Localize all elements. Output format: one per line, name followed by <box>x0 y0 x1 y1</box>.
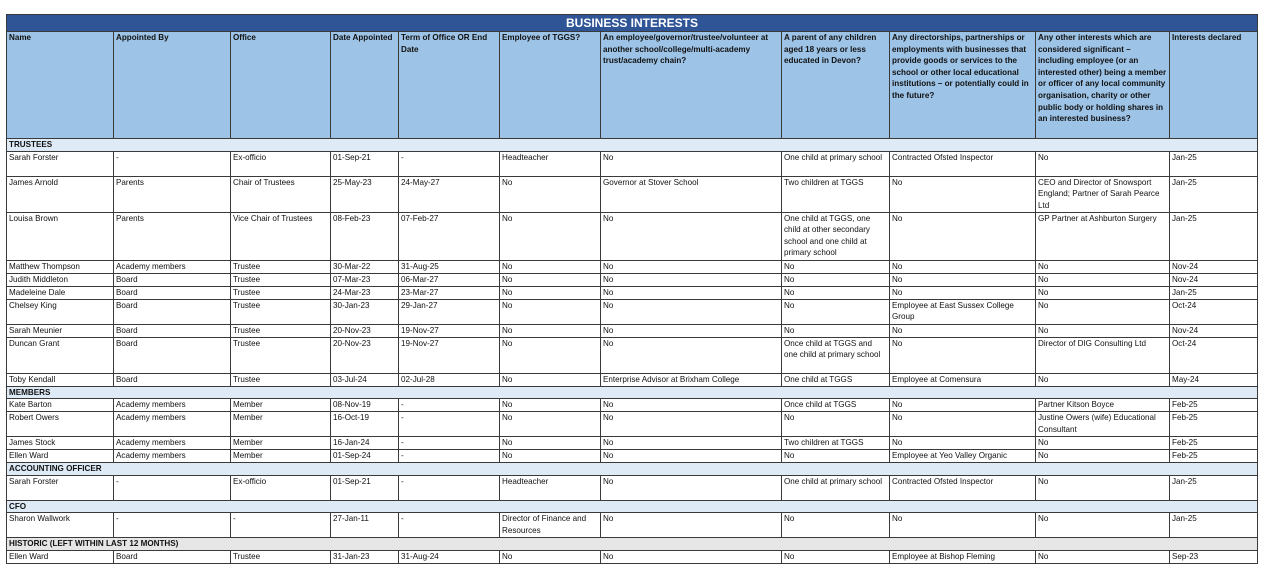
cell-other-interests: No <box>1036 513 1170 538</box>
cell-other-interests: Justine Owers (wife) Educational Consultant <box>1036 412 1170 437</box>
cell-parent: No <box>782 450 890 463</box>
cell-name: Judith Middleton <box>7 273 114 286</box>
cell-name: Ellen Ward <box>7 450 114 463</box>
cell-other-interests: No <box>1036 373 1170 386</box>
cell-interests-declared: Oct-24 <box>1170 299 1258 324</box>
cell-date-appointed: 01-Sep-24 <box>331 450 399 463</box>
cell-name: Chelsey King <box>7 299 114 324</box>
table-row <box>7 337 1258 373</box>
cell-other-interests: Partner Kitson Boyce <box>1036 399 1170 412</box>
cell-other-school: No <box>601 412 782 437</box>
cell-other-school: No <box>601 337 782 373</box>
cell-office: Trustee <box>231 324 331 337</box>
section-header-row <box>7 538 1258 551</box>
cell-directorships: No <box>890 212 1036 260</box>
cell-interests-declared: Feb-25 <box>1170 399 1258 412</box>
cell-appointed-by: Academy members <box>114 260 231 273</box>
cell-office: Trustee <box>231 299 331 324</box>
cell-appointed-by: Board <box>114 373 231 386</box>
cell-term: 23-Mar-27 <box>399 286 500 299</box>
cell-other-school: No <box>601 151 782 176</box>
cell-date-appointed: 31-Jan-23 <box>331 550 399 563</box>
cell-interests-declared: Nov-24 <box>1170 260 1258 273</box>
cell-name: Louisa Brown <box>7 212 114 260</box>
cell-parent: Two children at TGGS <box>782 437 890 450</box>
cell-date-appointed: 01-Sep-21 <box>331 151 399 176</box>
table-row <box>7 513 1258 538</box>
cell-parent: Once child at TGGS and one child at primary school <box>782 337 890 373</box>
cell-appointed-by: Parents <box>114 176 231 212</box>
cell-employee-tggs: No <box>500 373 601 386</box>
cell-other-interests: No <box>1036 299 1170 324</box>
cell-appointed-by: Board <box>114 286 231 299</box>
cell-other-interests: No <box>1036 324 1170 337</box>
cell-parent: One child at TGGS <box>782 373 890 386</box>
cell-employee-tggs: Headteacher <box>500 475 601 500</box>
col-name-header: Name <box>7 32 114 139</box>
cell-term: - <box>399 399 500 412</box>
cell-other-school: No <box>601 273 782 286</box>
cell-other-school: No <box>601 475 782 500</box>
cell-employee-tggs: No <box>500 176 601 212</box>
cell-employee-tggs: No <box>500 437 601 450</box>
cell-employee-tggs: Director of Finance and Resources <box>500 513 601 538</box>
cell-other-school: No <box>601 513 782 538</box>
section-header-row <box>7 500 1258 513</box>
table-row <box>7 373 1258 386</box>
table-row <box>7 151 1258 176</box>
cell-office: Trustee <box>231 260 331 273</box>
section-header-row <box>7 139 1258 152</box>
cell-date-appointed: 08-Nov-19 <box>331 399 399 412</box>
cell-name: James Arnold <box>7 176 114 212</box>
section-header-row <box>7 463 1258 476</box>
cell-directorships: Employee at Bishop Fleming <box>890 550 1036 563</box>
cell-other-interests: CEO and Director of Snowsport England; Partner of Sarah Pearce Ltd <box>1036 176 1170 212</box>
cell-other-interests: No <box>1036 450 1170 463</box>
table-row <box>7 450 1258 463</box>
cell-interests-declared: Feb-25 <box>1170 450 1258 463</box>
cell-employee-tggs: No <box>500 212 601 260</box>
table-row <box>7 212 1258 260</box>
cell-appointed-by: Board <box>114 324 231 337</box>
cell-employee-tggs: Headteacher <box>500 151 601 176</box>
cell-name: James Stock <box>7 437 114 450</box>
cell-name: Ellen Ward <box>7 550 114 563</box>
cell-employee-tggs: No <box>500 450 601 463</box>
cell-other-school: No <box>601 212 782 260</box>
cell-employee-tggs: No <box>500 286 601 299</box>
cell-date-appointed: 01-Sep-21 <box>331 475 399 500</box>
cell-other-school: No <box>601 399 782 412</box>
cell-other-school: No <box>601 260 782 273</box>
cell-date-appointed: 20-Nov-23 <box>331 337 399 373</box>
cell-appointed-by: Board <box>114 299 231 324</box>
table-row <box>7 399 1258 412</box>
cell-directorships: Contracted Ofsted Inspector <box>890 475 1036 500</box>
table-row <box>7 437 1258 450</box>
col-term-header: Term of Office OR End Date <box>399 32 500 139</box>
cell-other-interests: No <box>1036 437 1170 450</box>
section-header-row <box>7 386 1258 399</box>
cell-other-interests: No <box>1036 550 1170 563</box>
cell-term: 19-Nov-27 <box>399 337 500 373</box>
cell-term: - <box>399 412 500 437</box>
cell-office: Trustee <box>231 273 331 286</box>
cell-office: Trustee <box>231 337 331 373</box>
cell-term: 24-May-27 <box>399 176 500 212</box>
cell-other-school: No <box>601 550 782 563</box>
cell-date-appointed: 16-Jan-24 <box>331 437 399 450</box>
cell-parent: No <box>782 299 890 324</box>
col-other-school-header: An employee/governor/trustee/volunteer at another school/college/multi-academy trust/academy chain? <box>601 32 782 139</box>
cell-parent: Two children at TGGS <box>782 176 890 212</box>
section-title: CFO <box>7 500 1258 513</box>
cell-term: 31-Aug-24 <box>399 550 500 563</box>
cell-parent: One child at primary school <box>782 151 890 176</box>
cell-employee-tggs: No <box>500 399 601 412</box>
cell-directorships: No <box>890 176 1036 212</box>
table-row <box>7 475 1258 500</box>
cell-name: Toby Kendall <box>7 373 114 386</box>
cell-employee-tggs: No <box>500 550 601 563</box>
cell-employee-tggs: No <box>500 260 601 273</box>
table-row <box>7 273 1258 286</box>
cell-directorships: Employee at Comensura <box>890 373 1036 386</box>
cell-term: 29-Jan-27 <box>399 299 500 324</box>
cell-name: Matthew Thompson <box>7 260 114 273</box>
cell-date-appointed: 27-Jan-11 <box>331 513 399 538</box>
cell-directorships: Employee at East Sussex College Group <box>890 299 1036 324</box>
cell-employee-tggs: No <box>500 299 601 324</box>
cell-parent: No <box>782 324 890 337</box>
section-title: MEMBERS <box>7 386 1258 399</box>
cell-parent: No <box>782 412 890 437</box>
cell-other-interests: No <box>1036 475 1170 500</box>
cell-interests-declared: Feb-25 <box>1170 412 1258 437</box>
cell-employee-tggs: No <box>500 324 601 337</box>
cell-appointed-by: - <box>114 151 231 176</box>
cell-other-school: No <box>601 286 782 299</box>
cell-date-appointed: 24-Mar-23 <box>331 286 399 299</box>
cell-directorships: No <box>890 412 1036 437</box>
cell-office: Trustee <box>231 286 331 299</box>
cell-date-appointed: 20-Nov-23 <box>331 324 399 337</box>
table-row <box>7 412 1258 437</box>
cell-date-appointed: 25-May-23 <box>331 176 399 212</box>
cell-directorships: No <box>890 337 1036 373</box>
col-office-header: Office <box>231 32 331 139</box>
cell-interests-declared: Nov-24 <box>1170 324 1258 337</box>
cell-parent: No <box>782 513 890 538</box>
table-row <box>7 324 1258 337</box>
cell-appointed-by: Board <box>114 550 231 563</box>
cell-date-appointed: 30-Jan-23 <box>331 299 399 324</box>
cell-directorships: No <box>890 399 1036 412</box>
cell-parent: No <box>782 286 890 299</box>
cell-interests-declared: Feb-25 <box>1170 437 1258 450</box>
business-interests-sheet <box>6 14 1257 564</box>
cell-appointed-by: Board <box>114 337 231 373</box>
cell-interests-declared: Nov-24 <box>1170 273 1258 286</box>
cell-other-interests: Director of DIG Consulting Ltd <box>1036 337 1170 373</box>
cell-name: Sharon Wallwork <box>7 513 114 538</box>
section-title: ACCOUNTING OFFICER <box>7 463 1258 476</box>
cell-other-school: Enterprise Advisor at Brixham College <box>601 373 782 386</box>
cell-appointed-by: - <box>114 513 231 538</box>
cell-directorships: No <box>890 513 1036 538</box>
cell-other-interests: No <box>1036 151 1170 176</box>
cell-other-school: No <box>601 437 782 450</box>
cell-office: - <box>231 513 331 538</box>
cell-interests-declared: Sep-23 <box>1170 550 1258 563</box>
cell-interests-declared: Jan-25 <box>1170 151 1258 176</box>
cell-appointed-by: - <box>114 475 231 500</box>
cell-other-interests: No <box>1036 273 1170 286</box>
cell-office: Member <box>231 399 331 412</box>
col-appointed-by-header: Appointed By <box>114 32 231 139</box>
col-employee-header: Employee of TGGS? <box>500 32 601 139</box>
cell-other-interests: No <box>1036 286 1170 299</box>
cell-name: Sarah Meunier <box>7 324 114 337</box>
cell-interests-declared: Jan-25 <box>1170 212 1258 260</box>
cell-other-school: Governor at Stover School <box>601 176 782 212</box>
cell-name: Sarah Forster <box>7 151 114 176</box>
col-interests-declared-header: Interests declared <box>1170 32 1258 139</box>
cell-interests-declared: Oct-24 <box>1170 337 1258 373</box>
business-interests-table <box>6 14 1258 564</box>
cell-name: Duncan Grant <box>7 337 114 373</box>
cell-date-appointed: 08-Feb-23 <box>331 212 399 260</box>
cell-term: 07-Feb-27 <box>399 212 500 260</box>
cell-interests-declared: Jan-25 <box>1170 176 1258 212</box>
header-row <box>7 32 1258 139</box>
cell-appointed-by: Academy members <box>114 437 231 450</box>
cell-other-school: No <box>601 324 782 337</box>
cell-directorships: No <box>890 324 1036 337</box>
cell-parent: No <box>782 273 890 286</box>
cell-name: Madeleine Dale <box>7 286 114 299</box>
cell-directorships: No <box>890 437 1036 450</box>
cell-interests-declared: May-24 <box>1170 373 1258 386</box>
col-date-appointed-header: Date Appointed <box>331 32 399 139</box>
cell-directorships: No <box>890 286 1036 299</box>
cell-office: Ex-officio <box>231 151 331 176</box>
cell-other-interests: No <box>1036 260 1170 273</box>
cell-appointed-by: Parents <box>114 212 231 260</box>
cell-term: 19-Nov-27 <box>399 324 500 337</box>
cell-term: 31-Aug-25 <box>399 260 500 273</box>
cell-parent: No <box>782 550 890 563</box>
cell-date-appointed: 03-Jul-24 <box>331 373 399 386</box>
cell-employee-tggs: No <box>500 337 601 373</box>
cell-interests-declared: Jan-25 <box>1170 513 1258 538</box>
cell-office: Ex-officio <box>231 475 331 500</box>
cell-term: - <box>399 513 500 538</box>
cell-office: Member <box>231 450 331 463</box>
cell-appointed-by: Board <box>114 273 231 286</box>
section-title: TRUSTEES <box>7 139 1258 152</box>
cell-term: - <box>399 437 500 450</box>
cell-office: Vice Chair of Trustees <box>231 212 331 260</box>
table-row <box>7 176 1258 212</box>
cell-name: Kate Barton <box>7 399 114 412</box>
cell-term: - <box>399 475 500 500</box>
table-title: BUSINESS INTERESTS <box>7 15 1258 32</box>
cell-other-interests: GP Partner at Ashburton Surgery <box>1036 212 1170 260</box>
cell-directorships: Contracted Ofsted Inspector <box>890 151 1036 176</box>
cell-term: 06-Mar-27 <box>399 273 500 286</box>
cell-office: Member <box>231 412 331 437</box>
cell-office: Chair of Trustees <box>231 176 331 212</box>
table-row <box>7 299 1258 324</box>
cell-date-appointed: 07-Mar-23 <box>331 273 399 286</box>
cell-name: Robert Owers <box>7 412 114 437</box>
cell-other-school: No <box>601 299 782 324</box>
cell-date-appointed: 16-Oct-19 <box>331 412 399 437</box>
cell-employee-tggs: No <box>500 273 601 286</box>
cell-office: Trustee <box>231 373 331 386</box>
cell-date-appointed: 30-Mar-22 <box>331 260 399 273</box>
table-row <box>7 286 1258 299</box>
section-title: HISTORIC (LEFT WITHIN LAST 12 MONTHS) <box>7 538 1258 551</box>
cell-directorships: No <box>890 273 1036 286</box>
cell-interests-declared: Jan-25 <box>1170 286 1258 299</box>
cell-term: 02-Jul-28 <box>399 373 500 386</box>
col-other-interests-header: Any other interests which are considered significant – including employee (or an interested other) being a member or officer of any local community organisation, charity or other public body or holding shares in an interested business? <box>1036 32 1170 139</box>
cell-other-school: No <box>601 450 782 463</box>
cell-office: Member <box>231 437 331 450</box>
cell-interests-declared: Jan-25 <box>1170 475 1258 500</box>
col-parent-header: A parent of any children aged 18 years or less educated in Devon? <box>782 32 890 139</box>
cell-parent: One child at primary school <box>782 475 890 500</box>
table-row <box>7 550 1258 563</box>
cell-directorships: Employee at Yeo Valley Organic <box>890 450 1036 463</box>
cell-directorships: No <box>890 260 1036 273</box>
cell-term: - <box>399 151 500 176</box>
cell-appointed-by: Academy members <box>114 412 231 437</box>
cell-parent: No <box>782 260 890 273</box>
cell-employee-tggs: No <box>500 412 601 437</box>
cell-term: - <box>399 450 500 463</box>
cell-name: Sarah Forster <box>7 475 114 500</box>
cell-appointed-by: Academy members <box>114 399 231 412</box>
col-directorships-header: Any directorships, partnerships or employments with businesses that provide goods or services to the school or other local educational institutions – or potentially could in the future? <box>890 32 1036 139</box>
cell-parent: Once child at TGGS <box>782 399 890 412</box>
cell-parent: One child at TGGS, one child at other secondary school and one child at primary school <box>782 212 890 260</box>
cell-office: Trustee <box>231 550 331 563</box>
cell-appointed-by: Academy members <box>114 450 231 463</box>
table-row <box>7 260 1258 273</box>
